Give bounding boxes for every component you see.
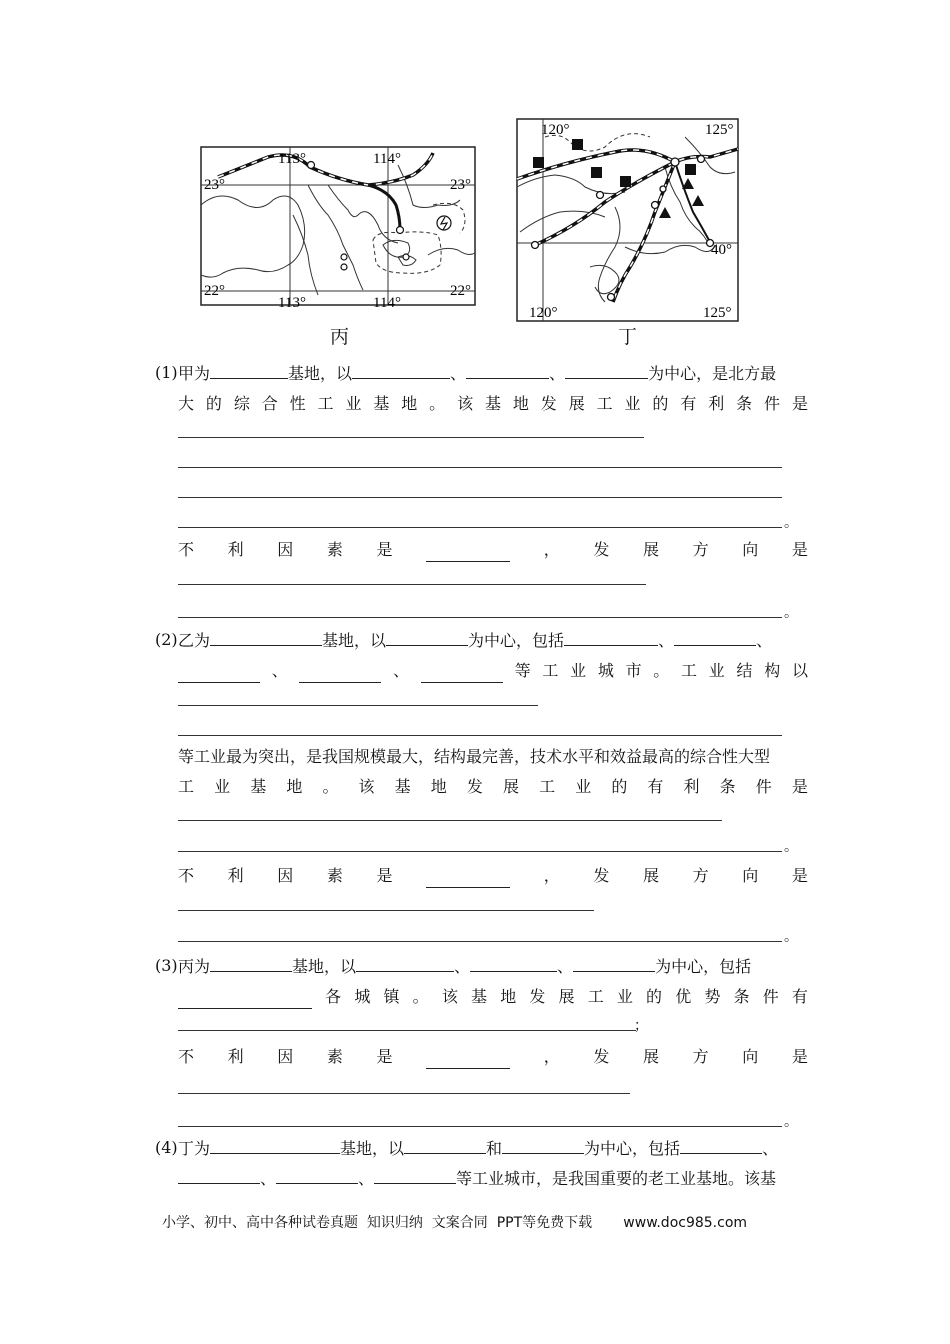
- bing-lat-23-left: 23°: [204, 177, 225, 193]
- q4-number: (4): [155, 1138, 178, 1157]
- q1-l2-char: 发: [540, 394, 557, 413]
- q1-advantage-line2[interactable]: [178, 467, 782, 468]
- q1-l2-char: 展: [568, 394, 585, 413]
- q1-l2-char: 合: [261, 394, 278, 413]
- q1-period-1: 。: [784, 515, 798, 531]
- q1-advantage-line1[interactable]: [178, 437, 644, 438]
- q2-l6-char: 发: [466, 777, 483, 796]
- q1-l6-char: 是: [791, 540, 808, 559]
- q2-l2-char: 结: [736, 661, 753, 680]
- q4-blank-base[interactable]: [210, 1136, 340, 1154]
- q3-l2-char: 业: [616, 987, 633, 1006]
- q3-line4: [178, 1045, 808, 1069]
- q1-l2-char: 业: [345, 394, 362, 413]
- q3-l2-char: 地: [500, 987, 517, 1006]
- bing-lat-22-right: 22°: [450, 283, 471, 299]
- q1-period-2: 。: [784, 605, 798, 621]
- q1-l2-char: 条: [736, 394, 753, 413]
- q1-l2-char: 基: [373, 394, 390, 413]
- q2-l2-char: 构: [764, 661, 781, 680]
- q2-blank-city3[interactable]: [178, 665, 260, 683]
- q2-l2-char: 市: [625, 661, 642, 680]
- q3-l2-char: 基: [471, 987, 488, 1006]
- q2-l9-char: 利: [227, 866, 244, 885]
- q3-l4-char: 不: [178, 1047, 195, 1066]
- q1-l6-char: 因: [277, 540, 294, 559]
- bing-lat-22-left: 22°: [204, 283, 225, 299]
- q1-l2-char: 地: [512, 394, 529, 413]
- q3-period: 。: [784, 1114, 798, 1130]
- map-bing: [198, 145, 478, 310]
- q1-l6-char: 素: [326, 540, 343, 559]
- map-ding-caption: 丁: [618, 326, 638, 348]
- q2-l2-char: 业: [708, 661, 725, 680]
- q2-l6-char: 工: [539, 777, 556, 796]
- q1-line6: [178, 538, 808, 562]
- q1-l2-char: 业: [624, 394, 641, 413]
- q2-l9-char: 是: [791, 866, 808, 885]
- q2-l6-char: 。: [322, 777, 339, 796]
- q3-l2-char: 的: [646, 987, 663, 1006]
- q2-l6-char: 工: [178, 777, 195, 796]
- ding-lon-125-top: 125°: [705, 122, 734, 138]
- q2-line2: 、 、 等 工 业 城 市 。 工 业 结 构 以: [178, 659, 808, 683]
- q2-l6-char: 基: [394, 777, 411, 796]
- q2-l9-char: 展: [642, 866, 659, 885]
- bing-lon-113-top: 113°: [278, 151, 306, 167]
- q4-line1: 丁为 基地，以 和 为中心，包括 、: [178, 1136, 808, 1161]
- q1-l6-char: 利: [227, 540, 244, 559]
- ding-lon-120-top: 120°: [541, 122, 570, 138]
- q2-l6-char: 利: [683, 777, 700, 796]
- q2-line1: 乙为 基地，以 为中心，包括 、 、: [178, 628, 808, 653]
- q2-blank-city5[interactable]: [421, 665, 503, 683]
- q3-l2-char: 镇: [383, 987, 400, 1006]
- q2-l6-char: 展: [502, 777, 519, 796]
- q3-l4-char: 利: [227, 1047, 244, 1066]
- q2-l2-char: 。: [653, 661, 670, 680]
- q2-l2-char: 业: [570, 661, 587, 680]
- q3-l2-char: 件: [762, 987, 779, 1006]
- q2-l9-char: 是: [376, 866, 393, 885]
- q1-l2-char: 大: [178, 394, 195, 413]
- q1-blank-city2[interactable]: [466, 361, 549, 379]
- q3-blank-towns[interactable]: [178, 991, 312, 1009]
- q1-l6-blank[interactable]: [426, 544, 510, 562]
- q2-advantage-line1[interactable]: [178, 820, 722, 821]
- q4-blank-city6[interactable]: [374, 1166, 456, 1184]
- q3-l2-char: 该: [441, 987, 458, 1006]
- q2-l9-char: 发: [593, 866, 610, 885]
- q2-l6-char: 条: [719, 777, 736, 796]
- q1-l2-char: 该: [457, 394, 474, 413]
- q1-advantage-line4[interactable]: [178, 527, 782, 528]
- q4-blank-city4[interactable]: [178, 1166, 260, 1184]
- q1-l2-char: 有: [680, 394, 697, 413]
- q2-l6-char: 业: [575, 777, 592, 796]
- q2-blank-city2[interactable]: [674, 628, 756, 646]
- q2-l9-char: ，: [543, 866, 560, 885]
- q3-l4-char: 展: [642, 1047, 659, 1066]
- q1-l2-char: 地: [401, 394, 418, 413]
- q1-blank-city1[interactable]: [352, 361, 450, 379]
- q3-l2-char: 城: [354, 987, 371, 1006]
- q1-l2-char: 综: [233, 394, 250, 413]
- q2-l6-char: 有: [647, 777, 664, 796]
- q1-l2-char: 基: [484, 394, 501, 413]
- q2-advantage-line2[interactable]: [178, 851, 782, 852]
- q3-l2-char: 发: [529, 987, 546, 1006]
- q4-line2: 、 、 等工业城市，是我国重要的老工业基地。该基: [178, 1166, 808, 1191]
- q4-blank-city2[interactable]: [502, 1136, 584, 1154]
- q2-structure-line1[interactable]: [178, 705, 538, 706]
- q3-direction-line2[interactable]: [178, 1126, 782, 1127]
- q3-blank-city1[interactable]: [356, 954, 454, 972]
- q1-l2-char: 利: [708, 394, 725, 413]
- q1-l2-char: 性: [289, 394, 306, 413]
- q2-l9-char: 向: [742, 866, 759, 885]
- q2-l6-char: 是: [791, 777, 808, 796]
- q2-l2-char: 等: [514, 661, 531, 680]
- q2-l6-char: 地: [286, 777, 303, 796]
- q3-line1: 丙为 基地，以 、 、 为中心，包括: [178, 954, 808, 979]
- q2-l9-char: 不: [178, 866, 195, 885]
- q1-l6-char: 向: [742, 540, 759, 559]
- q2-l6-char: 该: [358, 777, 375, 796]
- q3-line2: [178, 985, 808, 1009]
- q1-l2-char: 件: [764, 394, 781, 413]
- q2-blank-center[interactable]: [386, 628, 468, 646]
- q3-number: (3): [155, 956, 178, 975]
- ding-lon-125-bot: 125°: [703, 305, 732, 321]
- q1-blank-city3[interactable]: [565, 361, 648, 379]
- q3-l2-char: 各: [325, 987, 342, 1006]
- q3-l2-char: 条: [733, 987, 750, 1006]
- q2-l9-char: 因: [277, 866, 294, 885]
- q2-l2-char: 以: [791, 661, 808, 680]
- q1-number: (1): [155, 363, 178, 382]
- map-ding: [515, 117, 740, 323]
- q4-blank-city5[interactable]: [276, 1166, 358, 1184]
- q1-l6-char: 是: [376, 540, 393, 559]
- bing-lon-114-top: 114°: [373, 151, 401, 167]
- map-bing-caption: 丙: [330, 326, 350, 348]
- q1-l2-char: 的: [652, 394, 669, 413]
- q2-l9-char: 方: [692, 866, 709, 885]
- bing-lon-113-bot: 113°: [278, 295, 306, 310]
- q3-l2-char: 有: [791, 987, 808, 1006]
- q1-blank-base[interactable]: [210, 361, 288, 379]
- q1-line1: 甲为 基地，以 、 、 为中心，是北方最: [178, 361, 808, 386]
- q3-l4-char: 方: [692, 1047, 709, 1066]
- q2-period-1: 。: [784, 839, 798, 855]
- q1-l6-char: 发: [593, 540, 610, 559]
- page-footer: 小学、初中、高中各种试卷真题 知识归纳 文案合同 PPT等免费下载 www.doc985.com: [162, 1215, 748, 1231]
- ding-lat-40: 40°: [711, 242, 732, 258]
- q2-l6-char: 基: [250, 777, 267, 796]
- q3-direction-line1[interactable]: [178, 1093, 630, 1094]
- q3-l4-char: 发: [593, 1047, 610, 1066]
- q1-l6-char: 展: [642, 540, 659, 559]
- q3-l4-char: ，: [543, 1047, 560, 1066]
- q2-blank-city1[interactable]: [564, 628, 658, 646]
- q1-l2-char: 的: [205, 394, 222, 413]
- q3-l4-char: 向: [742, 1047, 759, 1066]
- q2-l6-char: 业: [214, 777, 231, 796]
- q1-l6-char: ，: [543, 540, 560, 559]
- q2-direction-line2[interactable]: [178, 941, 782, 942]
- q1-l2-char: 。: [429, 394, 446, 413]
- q1-direction-line1[interactable]: [178, 584, 646, 585]
- q3-l4-char: 是: [376, 1047, 393, 1066]
- q2-l9-char: 素: [326, 866, 343, 885]
- q2-structure-line2[interactable]: [178, 735, 782, 736]
- q3-blank-city2[interactable]: [470, 954, 557, 972]
- q2-l6-char: 地: [430, 777, 447, 796]
- q3-l2-char: 优: [675, 987, 692, 1006]
- q1-l2-char: 是: [791, 394, 808, 413]
- q1-advantage-line3[interactable]: [178, 497, 782, 498]
- q3-semicolon: ；: [634, 1018, 648, 1034]
- bing-lat-23-right: 23°: [450, 177, 471, 193]
- q3-l2-char: 。: [412, 987, 429, 1006]
- q1-l6-char: 不: [178, 540, 195, 559]
- q2-blank-city4[interactable]: [299, 665, 381, 683]
- q3-l2-char: 展: [558, 987, 575, 1006]
- q1-direction-line2[interactable]: [178, 617, 782, 618]
- q3-l2-char: 势: [704, 987, 721, 1006]
- q3-l4-char: 素: [326, 1047, 343, 1066]
- q2-blank-base[interactable]: [210, 628, 322, 646]
- q2-l2-char: 工: [681, 661, 698, 680]
- ding-lon-120-bot: 120°: [529, 305, 558, 321]
- q3-l4-char: 是: [791, 1047, 808, 1066]
- q2-line9: [178, 864, 808, 888]
- q1-l2-char: 工: [317, 394, 334, 413]
- q3-advantage-line[interactable]: [178, 1030, 636, 1031]
- q2-period-2: 。: [784, 929, 798, 945]
- q3-blank-city3[interactable]: [573, 954, 655, 972]
- q1-l6-char: 方: [692, 540, 709, 559]
- q3-blank-base[interactable]: [210, 954, 292, 972]
- q3-l2-char: 工: [587, 987, 604, 1006]
- q2-line5: 等工业最为突出，是我国规模最大，结构最完善，技术水平和效益最高的综合性大型: [178, 747, 771, 766]
- q4-blank-city1[interactable]: [404, 1136, 486, 1154]
- q2-direction-line1[interactable]: [178, 910, 594, 911]
- q3-l4-blank[interactable]: [426, 1051, 510, 1069]
- q2-number: (2): [155, 630, 178, 649]
- q2-line6: [178, 775, 808, 799]
- q1-l2-char: 工: [596, 394, 613, 413]
- bing-lon-114-bot: 114°: [373, 295, 401, 310]
- q4-blank-city3[interactable]: [680, 1136, 762, 1154]
- q2-l6-char: 件: [755, 777, 772, 796]
- q3-l4-char: 因: [277, 1047, 294, 1066]
- q2-l2-char: 城: [597, 661, 614, 680]
- q2-l2-char: 工: [542, 661, 559, 680]
- q2-l6-char: 的: [611, 777, 628, 796]
- q1-line2: [178, 392, 808, 416]
- q2-l9-blank[interactable]: [426, 870, 510, 888]
